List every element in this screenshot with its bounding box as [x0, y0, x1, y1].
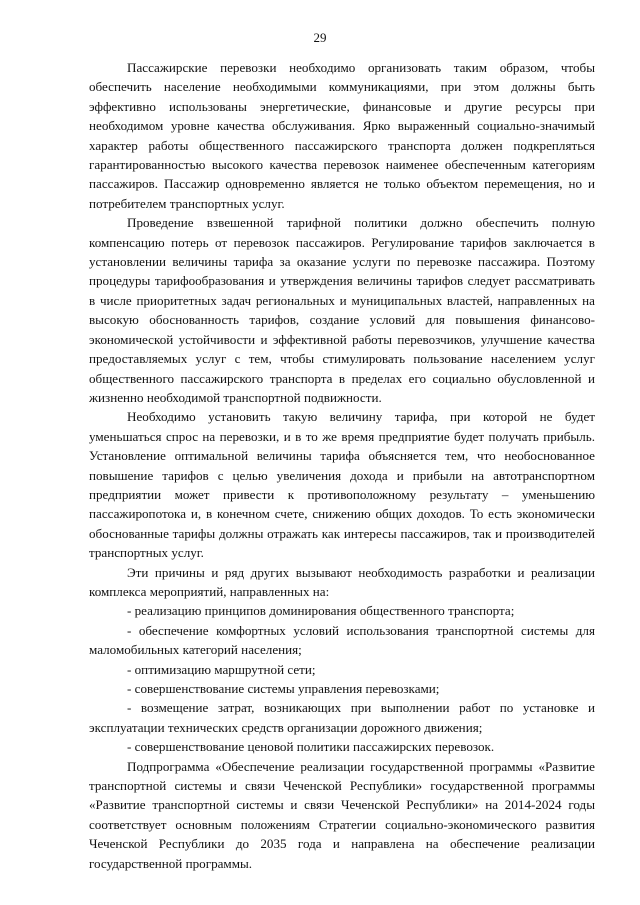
list-item: - обеспечение комфортных условий использования транспортной системы для маломобильных категорий населения;: [89, 622, 595, 658]
page-number: 29: [313, 30, 327, 45]
paragraph-subprogram: Подпрограмма «Обеспечение реализации государственной программы «Развитие транспортной системы и связи Чеченской Республики» государственной программы «Развитие транспортной системы и связи Чеченской Республики» на 2014-2024 годы соответствует основным положениям Стратегии социально-экономического развития Чеченской Республики до 2035 года и направлена на обеспечение реализации государственной программы.: [89, 758, 595, 871]
list-item: - реализацию принципов доминирования общественного транспорта;: [127, 603, 515, 619]
list-item: - возмещение затрат, возникающих при выполнении работ по установке и эксплуатации технических средств организации дорожного движения;: [89, 700, 595, 735]
list-item: - совершенствование системы управления перевозками;: [127, 681, 440, 696]
document-body: [89, 58, 595, 873]
paragraph-measures-intro: Эти причины и ряд других вызывают необходимость разработки и реализации комплекса мероприятий, направленных на:: [89, 564, 595, 599]
paragraph-tariff-policy: Проведение взвешенной тарифной политики должно обеспечить полную компенсацию потерь от перевозок пассажиров. Регулирование тарифов заключается в установлении величины тарифа за оказание услуги по перевозке пассажира. Поэтому процедуры тарифообразования и утверждения величины тарифов следует рассматривать в числе приоритетных задач региональных и муниципальных властей, направленных на высокую обоснованность тарифов, создание условий для повышения финансово-экономической устойчивости и эффективной работы перевозчиков, улучшение качества предоставляемых услуг с тем, чтобы стимулировать пользование населением услуг общественного пассажирского транспорта в пределах его социально обусловленной и жизненно необходимой транспортной подвижности.: [89, 215, 595, 405]
paragraph-optimal-tariff: Необходимо установить такую величину тарифа, при которой не будет уменьшаться спрос на перевозки, и в то же время предприятие будет получать прибыль. Установление оптимальной величины тарифа объясняется тем, что необоснованное повышение тарифов с целью увеличения дохода и прибыли на автотранспортном предприятии может привести к противоположному результату – уменьшению пассажиропотока и, в конечном счете, снижению общих доходов. То есть экономически обоснованные тарифы должны отражать как интересы пассажиров, так и производителей транспортных услуг.: [89, 409, 595, 561]
measures-list: [89, 601, 595, 756]
paragraph-passenger-transport: Пассажирские перевозки необходимо организовать таким образом, чтобы обеспечить население необходимыми коммуникациями, при этом должны быть эффективно использованы энергетические, финансовые и другие ресурсы при необходимом уровне качества обслуживания. Ярко выраженный социально-значимый характер работы общественного пассажирского транспорта должен подкрепляться гарантированностью высокого качества перевозок наименее обеспеченным категориям пассажиров. Пассажир одновременно является не только объектом перемещения, но и потребителем транспортных услуг.: [89, 60, 595, 211]
list-item: - оптимизацию маршрутной сети;: [127, 661, 316, 677]
list-item: - совершенствование ценовой политики пассажирских перевозок.: [127, 739, 495, 755]
